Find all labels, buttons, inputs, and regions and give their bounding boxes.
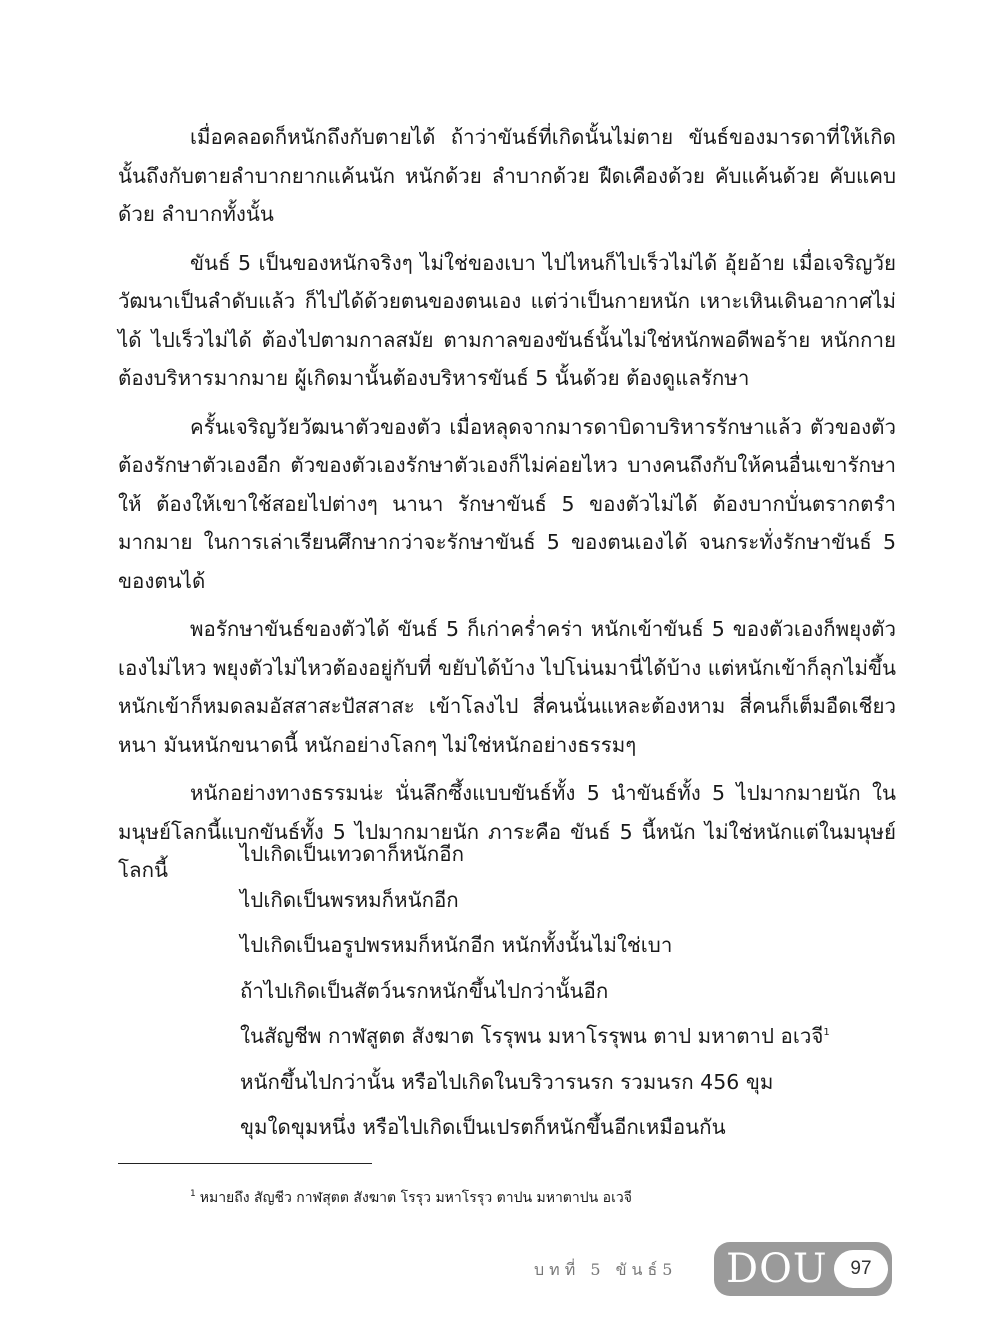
paragraph-1: [118, 118, 896, 234]
paragraph-4: [118, 610, 896, 764]
footnote: [190, 1188, 632, 1208]
paragraph-3: [118, 408, 896, 601]
verse-line-2: ไปเกิดเป็นพรหมก็หนักอีก: [240, 887, 459, 912]
footnote-text: หมายถึง สัญชีว กาฬสุตต สังฆาต โรรุว มหาโรรุว ตาปน มหาตาปน อเวจี: [199, 1190, 632, 1206]
paragraph-4-text: พอรักษาขันธ์ของตัวได้ ขันธ์ 5 ก็เก่าคร่ำคร่า หนักเข้าขันธ์ 5 ของตัวเองก็พยุงตัวเองไม่ไหว พยุงตัวไม่ไหวต้องอยู่กับที่ ขยับได้บ้าง ไปโน่นมานี่ได้บ้าง แต่หนักเข้าก็ลุกไม่ขึ้น หนักเข้าก็หมดลมอัสสาสะปัสสาสะ เข้าโลงไป สี่คนนั่นแหละต้องหาม สี่คนก็เต็มอืดเชียวหนา มันหนักขนาดนี้ หนักอย่างโลกๆ ไม่ใช่หนักอย่างธรรมๆ: [118, 617, 896, 757]
paragraph-2-text: ขันธ์ 5 เป็นของหนักจริงๆ ไม่ใช่ของเบา ไปไหนก็ไปเร็วไม่ได้ อุ้ยอ้าย เมื่อเจริญวัยวัฒนาเป็นลำดับแล้ว ก็ไปได้ด้วยตนของตนเอง แต่ว่าเป็นกายหนัก เหาะเหินเดินอากาศไม่ได้ ไปเร็วไม่ได้ ต้องไปตามกาลสมัย ตามกาลของขันธ์นั้นไม่ใช่หนักพอดีพอร้าย หนักกายต้องบริหารมากมาย ผู้เกิดมานั้นต้องบริหารขันธ์ 5 นั้นด้วย ต้องดูแลรักษา: [118, 250, 896, 390]
footnote-reference[interactable]: 1: [823, 1027, 830, 1039]
footer-chapter-title: บทที่ 5 ขันธ์5: [534, 1260, 678, 1279]
verse-line-1: ไปเกิดเป็นเทวดาก็หนักอีก: [240, 842, 465, 866]
paragraph-2: [118, 244, 896, 398]
verse-line-5-text: ในสัญชีพ กาฬสูตต สังฆาต โรรุพน มหาโรรุพน ตาป มหาตาป อเวจี: [240, 1024, 824, 1048]
paragraph-3-text: ครั้นเจริญวัยวัฒนาตัวของตัว เมื่อหลุดจากมารดาบิดาบริหารรักษาแล้ว ตัวของตัวต้องรักษาตัวเองอีก ตัวของตัวเองรักษาตัวเองก็ไม่ค่อยไหว บางคนถึงกับให้คนอื่นเขารักษาให้ ต้องให้เขาใช้สอยไปต่างๆ นานา รักษาขันธ์ 5 ของตัวไม่ได้ ต้องบากบั่นตรากตรำมากมาย ในการเล่าเรียนศึกษากว่าจะรักษาขันธ์ 5 ของตนเองได้ จนกระทั่งรักษาขันธ์ 5 ของตนได้: [118, 414, 896, 593]
verse-line-6: หนักขึ้นไปกว่านั้น หรือไปเกิดในบริวารนรก รวมนรก 456 ขุม: [240, 1069, 774, 1094]
body-text: [118, 118, 896, 900]
verse-line-4: ถ้าไปเกิดเป็นสัตว์นรกหนักขึ้นไปกว่านั้นอีก: [240, 978, 609, 1003]
verse-line-5: [240, 1014, 880, 1060]
verse-line-3: ไปเกิดเป็นอรูปพรหมก็หนักอีก หนักทั้งนั้นไม่ใช่เบา: [240, 933, 673, 957]
page-badge: [714, 1242, 892, 1296]
verse-line-7: ขุมใดขุมหนึ่ง หรือไปเกิดเป็นเปรตก็หนักขึ้นอีกเหมือนกัน: [240, 1115, 726, 1139]
paragraph-1-text: เมื่อคลอดก็หนักถึงกับตายได้ ถ้าว่าขันธ์ที่เกิดนั้นไม่ตาย ขันธ์ของมารดาที่ให้เกิดนั้นถึงกับตายลำบากยากแค้นนัก หนักด้วย ลำบากด้วย ฝืดเคืองด้วย คับแค้นด้วย คับแคบด้วย ลำบากทั้งนั้น: [118, 125, 896, 226]
footnote-marker: 1: [190, 1189, 196, 1200]
dou-logo: DOU: [726, 1246, 828, 1292]
footnote-divider: [118, 1163, 372, 1164]
page-number: 97: [834, 1250, 888, 1288]
paragraph-5-text: หนักอย่างทางธรรมน่ะ นั่นลึกซึ้งแบบขันธ์ทั้ง 5 นำขันธ์ทั้ง 5 ไปมากมายนัก ในมนุษย์โลกนี้แบกขันธ์ทั้ง 5 ไปมากมายนัก ภาระคือ ขันธ์ 5 นี้หนัก ไม่ใช่หนักแต่ในมนุษย์โลกนี้: [118, 781, 896, 882]
verse-block: [240, 832, 880, 1151]
